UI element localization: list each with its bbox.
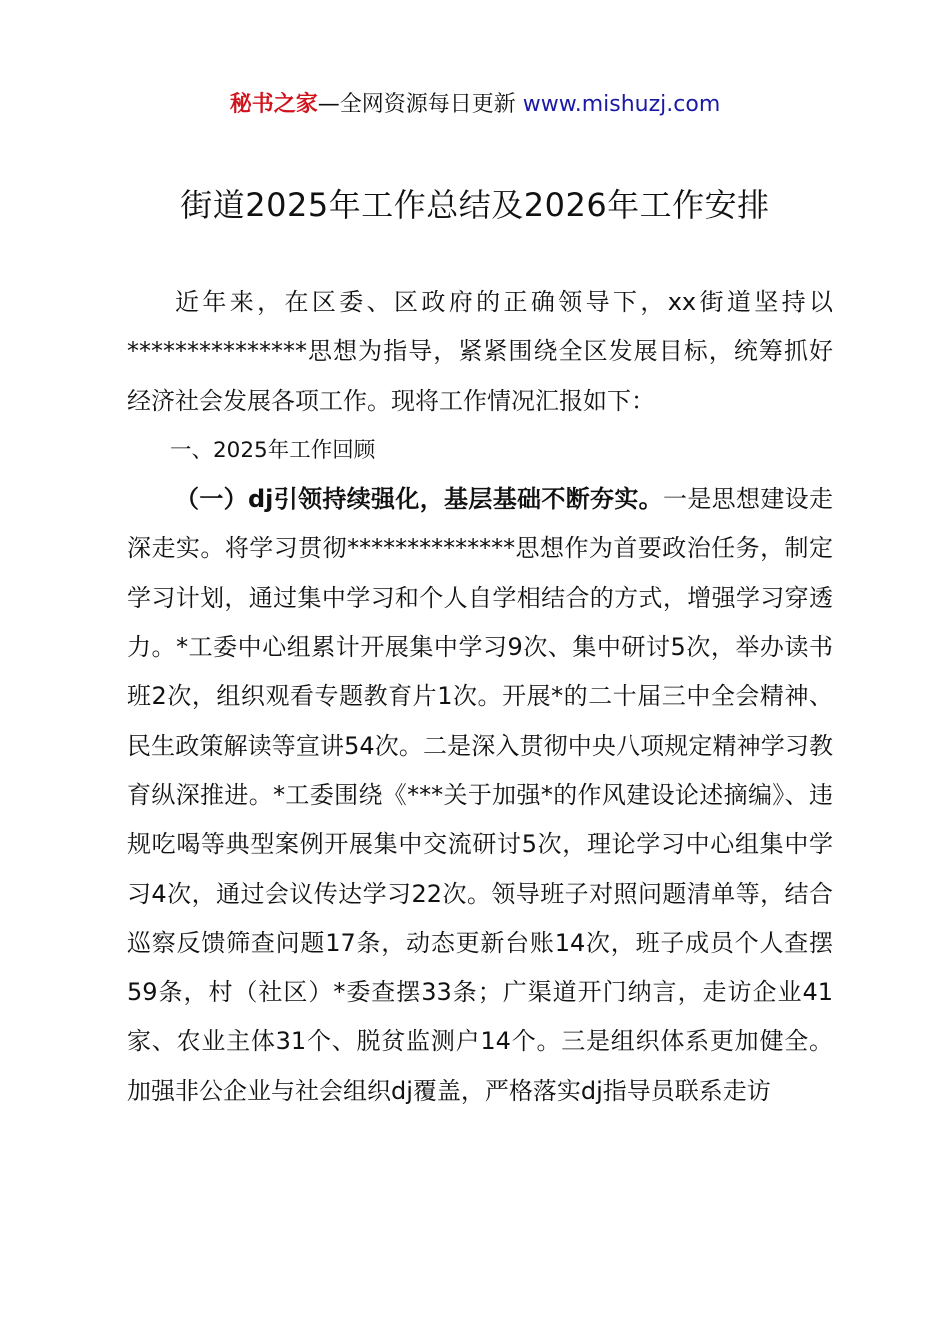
- site-slogan: —全网资源每日更新: [317, 92, 523, 117]
- site-header: [0, 88, 950, 122]
- subsection-one-paragraph: [127, 475, 833, 1116]
- section-heading-review: 一、2025年工作回顾: [170, 437, 376, 463]
- document-body: [127, 278, 833, 1116]
- site-url-link[interactable]: www.mishuzj.com: [522, 92, 721, 117]
- brand-name: 秘书之家: [229, 92, 318, 117]
- subsection-one-text: 一是思想建设走深走实。将学习贯彻**************思想作为首要政治任务，制定学习计划，通过集中学习和个人自学相结合的方式，增强学习穿透力。*工委中心组累计开展集中学习9次、集中研讨5次，举办读书班2次，组织观看专题教育片1次。开展*的二十届三中全会精神、民生政策解读等宣讲54次。二是深入贯彻中央八项规定精神学习教育纵深推进。*工委围绕《***关于加强*的作风建设论述摘编》、违规吃喝等典型案例开展集中交流研讨5次，理论学习中心组集中学习4次，通过会议传达学习22次。领导班子对照问题清单等，结合巡察反馈筛查问题17条，动态更新台账14次，班子成员个人查摆59条，村（社区）*委查摆33条；广渠道开门纳言，走访企业41家、农业主体31个、脱贫监测户14个。三是组织体系更加健全。加强非公企业与社会组织dj覆盖，严格落实dj指导员联系走访: [127, 485, 833, 1105]
- subsection-one-heading: （一）dj引领持续强化，基层基础不断夯实。: [175, 485, 664, 514]
- intro-paragraph: 近年来，在区委、区政府的正确领导下，xx街道坚持以***************思想为指导，紧紧围绕全区发展目标，统筹抓好经济社会发展各项工作。现将工作情况汇报如下：: [127, 288, 833, 415]
- document-title: 街道2025年工作总结及2026年工作安排: [180, 186, 770, 224]
